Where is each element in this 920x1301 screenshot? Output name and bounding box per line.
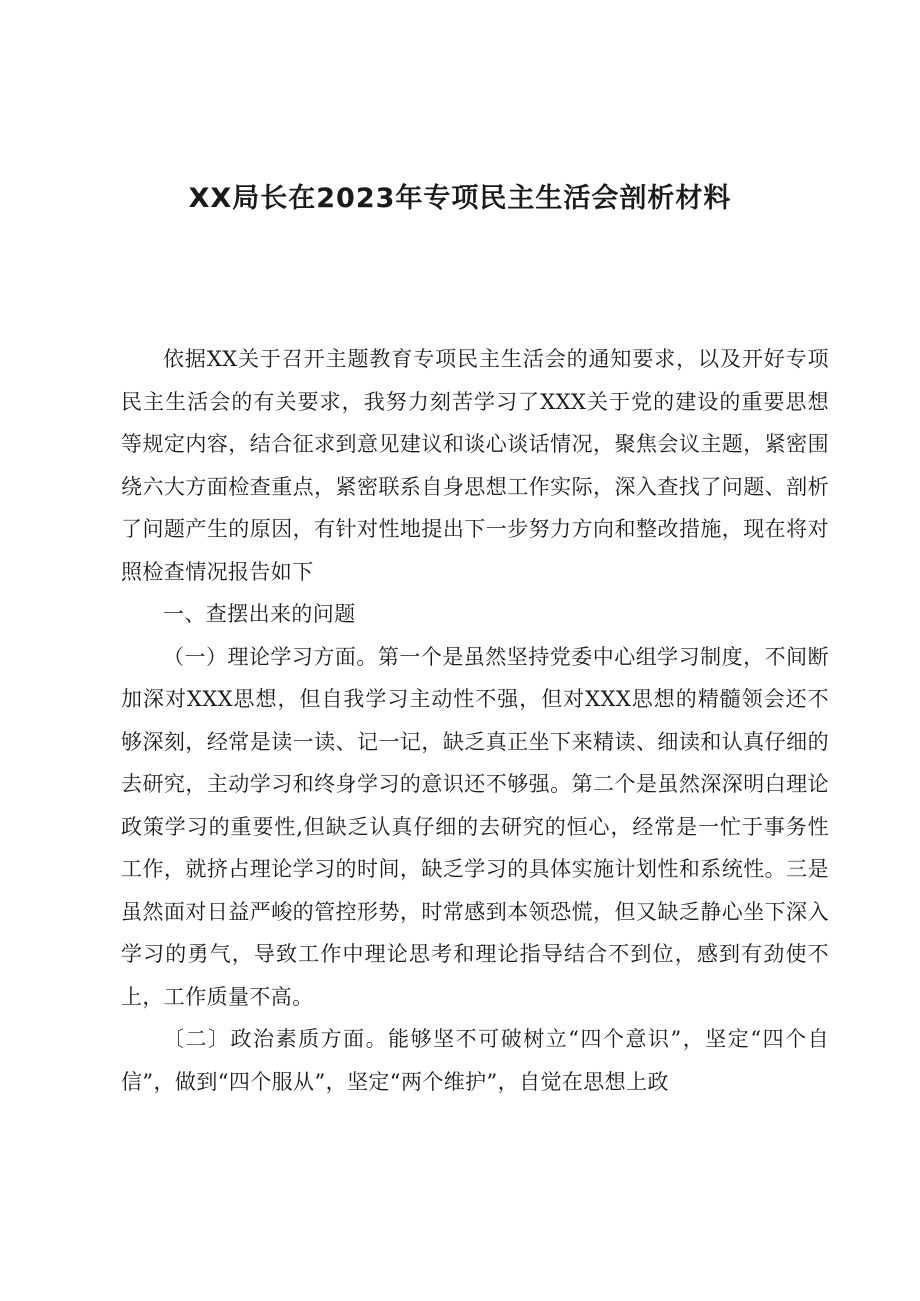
intro-paragraph: 依据XX关于召开主题教育专项民主生活会的通知要求，以及开好专项民主生活会的有关要求，我努力刻苦学习了XXX关于党的建设的重要思想等规定内容，结合征求到意见建议和谈心谈话情况，聚焦会议主题，紧密围绕六大方面检查重点，紧密联系自身思想工作实际，深入查找了问题、剖析了问题产生的原因，有针对性地提出下一步努力方向和整改措施，现在将对照检查情况报告如下 [121,347,829,584]
section-heading: 一、查摆出来的问题 [163,602,356,626]
document-body [121,338,829,1103]
document-title: XX局长在2023年专项民主生活会剖析材料 [188,183,732,214]
political-quality-paragraph: 〔二〕政治素质方面。能够坚不可破树立“四个意识”，坚定“四个自信”，做到“四个服从”，坚定“两个维护”，自觉在思想上政 [121,1027,829,1094]
theory-study-paragraph: （一）理论学习方面。第一个是虽然坚持党委中心组学习制度，不间断加深对XXX思想，但自我学习主动性不强，但对XXX思想的精髓领会还不够深刻，经常是读一读、记一记，缺乏真正坐下来精读、细读和认真仔细的去研究，主动学习和终身学习的意识还不够强。第二个是虽然深深明白理论政策学习的重要性,但缺乏认真仔细的去研究的恒心，经常是一忙于事务性工作，就挤占理论学习的时间，缺乏学习的具体实施计划性和系统性。三是虽然面对日益严峻的管控形势，时常感到本领恐慌，但又缺乏静心坐下深入学习的勇气，导致工作中理论思考和理论指导结合不到位，感到有劲使不上，工作质量不高。 [121,644,829,1009]
